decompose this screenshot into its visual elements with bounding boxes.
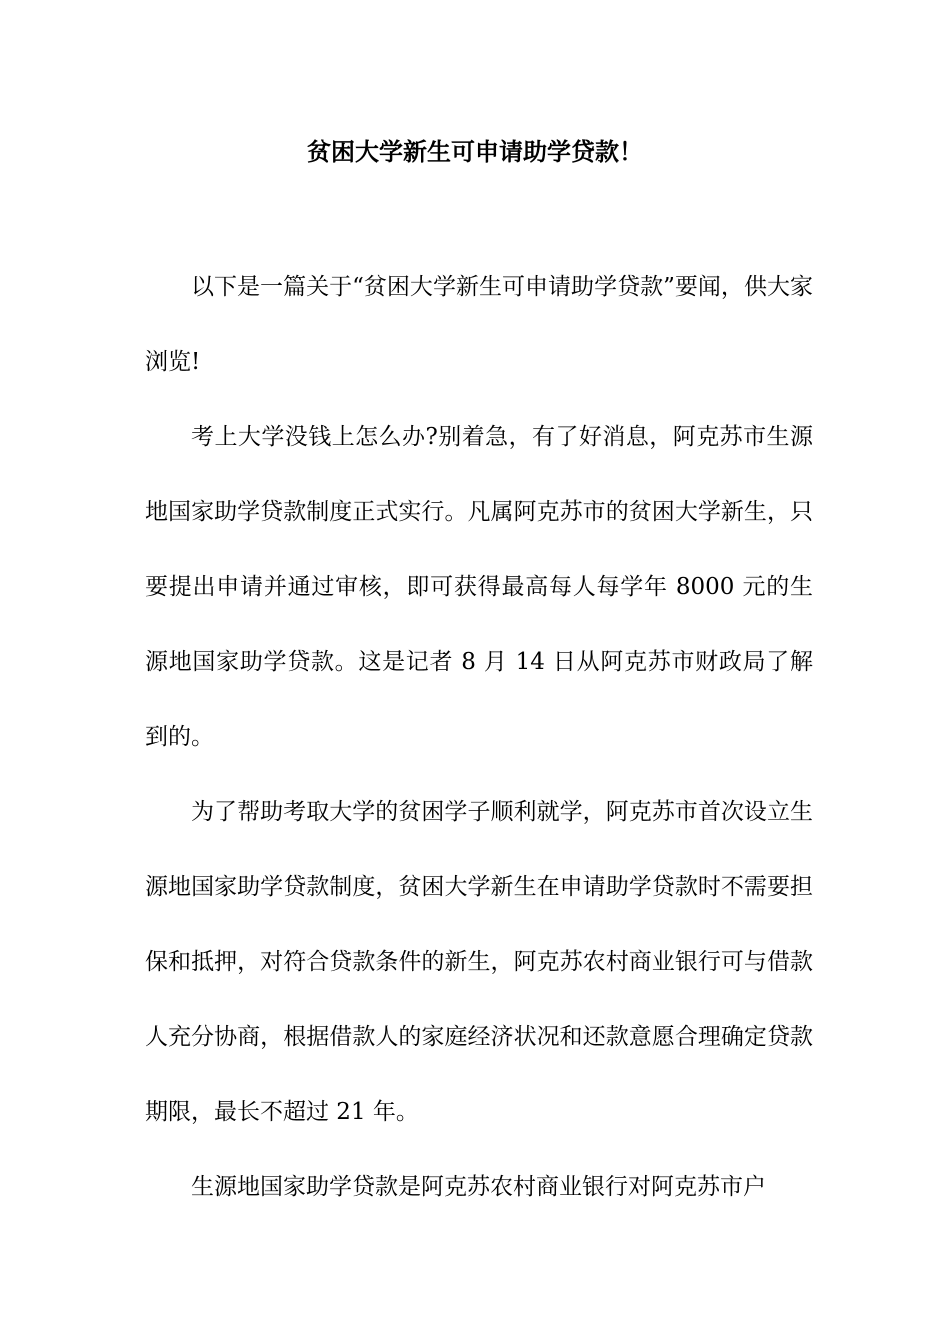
paragraph-loan-policy: 考上大学没钱上怎么办?别着急，有了好消息，阿克苏市生源地国家助学贷款制度正式实行。凡属阿克苏市的贫困大学新生，只要提出申请并通过审核，即可获得最高每人每学年 8000 元的生源地国家助学贷款。这是记者 8 月 14 日从阿克苏市财政局了解到的。	[145, 424, 813, 750]
document-body	[145, 250, 813, 1225]
paragraph-intro: 以下是一篇关于“贫困大学新生可申请助学贷款”要闻，供大家浏览!	[145, 274, 813, 375]
document-title: 贫困大学新生可申请助学贷款！	[307, 138, 643, 166]
paragraph-loan-terms: 为了帮助考取大学的贫困学子顺利就学，阿克苏市首次设立生源地国家助学贷款制度，贫困大学新生在申请助学贷款时不需要担保和抵押，对符合贷款条件的新生，阿克苏农村商业银行可与借款人充分协商，根据借款人的家庭经济状况和还款意愿合理确定贷款期限，最长不超过 21 年。	[145, 799, 813, 1125]
paragraph-loan-definition: 生源地国家助学贷款是阿克苏农村商业银行对阿克苏市户	[191, 1174, 766, 1200]
